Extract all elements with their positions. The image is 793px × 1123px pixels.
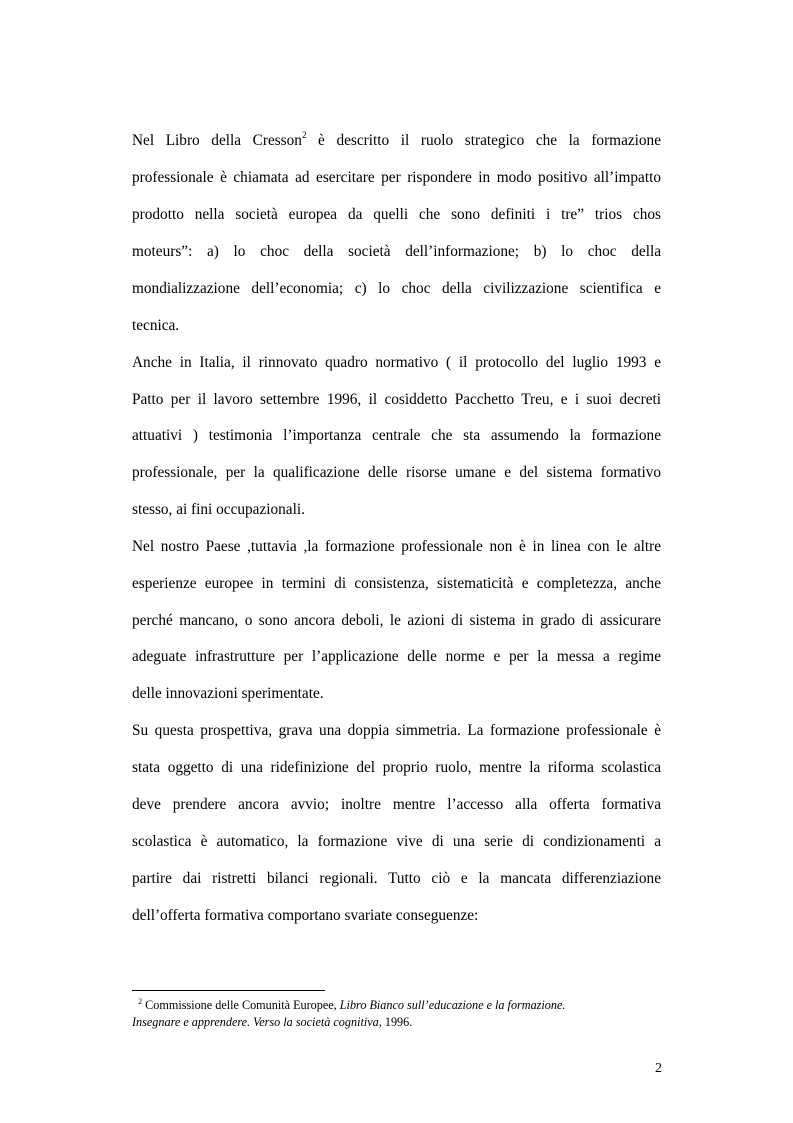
footnote-marker: 2 <box>138 996 143 1006</box>
body-line-7: Anche in Italia, il rinnovato quadro normativo ( il protocollo del luglio 1993 e <box>132 354 661 371</box>
body-line-14: perché mancano, o sono ancora deboli, le azioni di sistema in grado di assicurare <box>132 612 661 629</box>
body-line-3: prodotto nella società europea da quelli che sono definiti i tre” trios chos <box>132 206 661 223</box>
body-line-10: professionale, per la qualificazione delle risorse umane e del sistema formativo <box>132 464 661 481</box>
body-line-13: esperienze europee in termini di consistenza, sistematicità e completezza, anche <box>132 575 661 592</box>
footnote-line-1: $^2$ Commissione delle Comunità Europee, Libro Bianco sull’educazione e la formazione. <box>138 996 566 1012</box>
body-line-8: Patto per il lavoro settembre 1996, il cosiddetto Pacchetto Treu, e i suoi decreti <box>132 391 661 408</box>
body-line-19: deve prendere ancora avvio; inoltre mentre l’accesso alla offerta formativa <box>132 796 661 813</box>
body-line-15: adeguate infrastrutture per l’applicazione delle norme e per la messa a regime <box>132 648 661 665</box>
body-line-9: attuativi ) testimonia l’importanza centrale che sta assumendo la formazione <box>132 427 661 444</box>
body-line-20: scolastica è automatico, la formazione vive di una serie di condizionamenti a <box>132 833 661 850</box>
body-line-2: professionale è chiamata ad esercitare per rispondere in modo positivo all’impatto <box>132 169 661 186</box>
body-line-16: delle innovazioni sperimentate. <box>132 685 324 702</box>
body-line-5: mondializzazione dell’economia; c) lo choc della civilizzazione scientifica e <box>132 280 661 297</box>
body-line-6: tecnica. <box>132 317 180 334</box>
footnote-separator <box>132 990 325 991</box>
body-line-12: Nel nostro Paese ,tuttavia ,la formazione professionale non è in linea con le altre <box>132 538 661 555</box>
body-line-18: stata oggetto di una ridefinizione del proprio ruolo, mentre la riforma scolastica <box>132 759 661 776</box>
body-line-22: dell’offerta formativa comportano svariate conseguenze: <box>132 907 479 924</box>
footnote-line-2: Insegnare e apprendere. Verso la società cognitiva, 1996. <box>132 1015 413 1029</box>
body-line-17: Su questa prospettiva, grava una doppia simmetria. La formazione professionale è <box>132 722 661 739</box>
body-line-4: moteurs”: a) lo choc della società dell’informazione; b) lo choc della <box>132 243 661 260</box>
body-line-11: stesso, ai fini occupazionali. <box>132 501 305 518</box>
page-number: 2 <box>655 1061 662 1076</box>
footnote-reference[interactable]: 2 <box>301 129 307 140</box>
body-line-21: partire dai ristretti bilanci regionali. Tutto ciò e la mancata differenziazione <box>132 870 661 887</box>
body-line-1: Nel Libro della Cresson$^2$ è descritto il ruolo strategico che la formazione <box>132 129 661 149</box>
